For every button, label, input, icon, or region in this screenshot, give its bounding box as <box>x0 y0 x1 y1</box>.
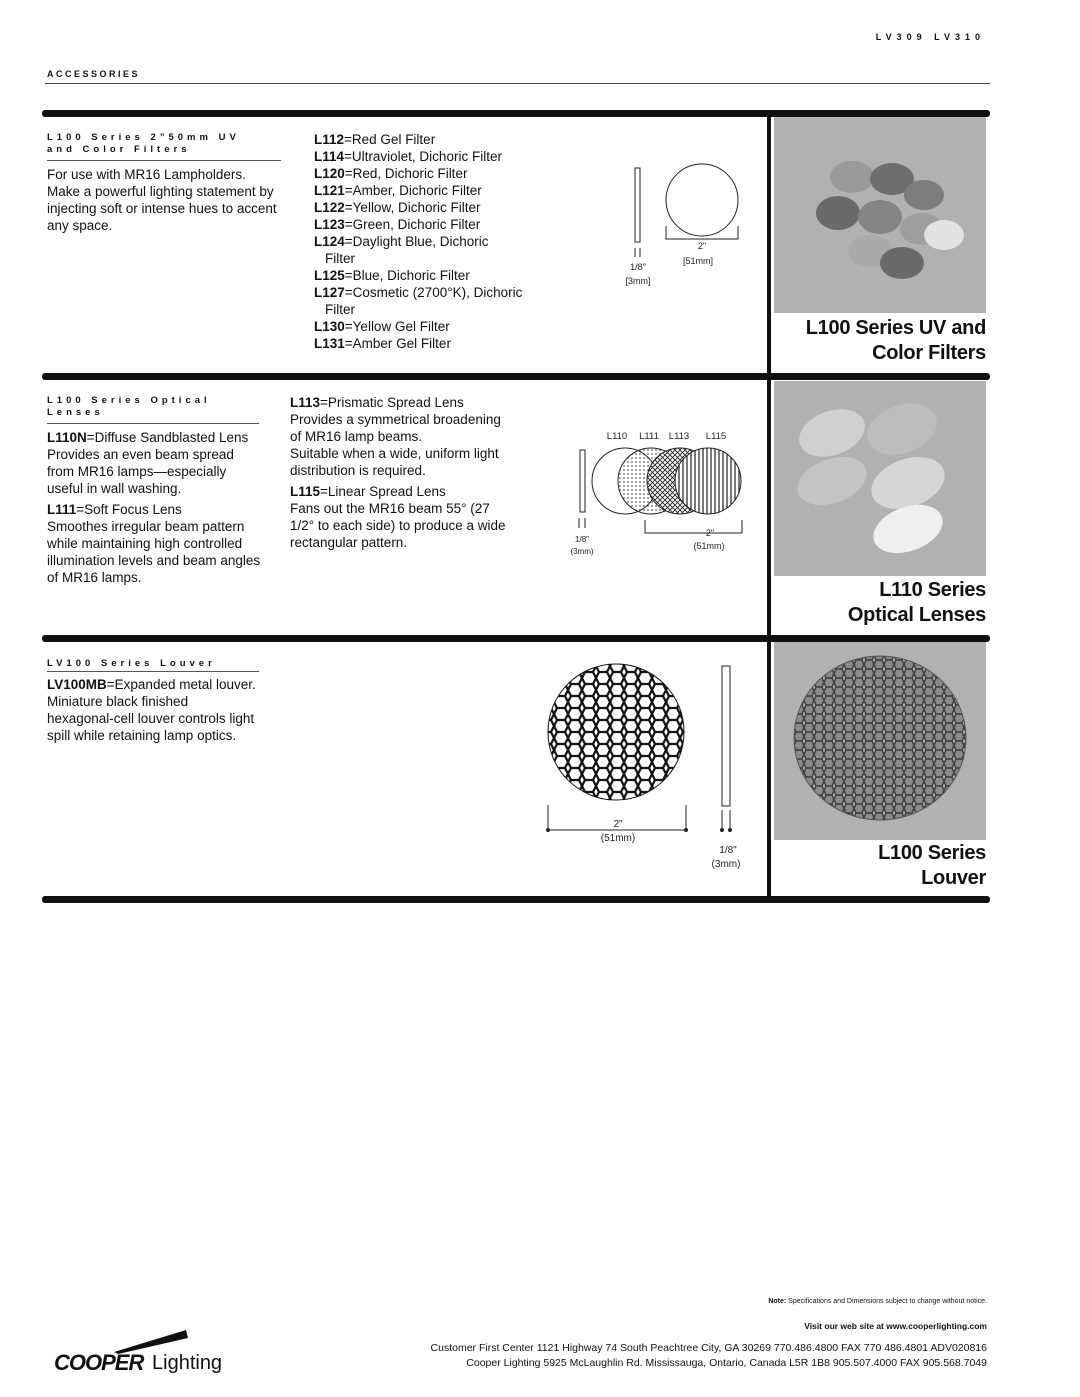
filters-description: For use with MR16 Lampholders. Make a powerful lighting statement by injecting soft or intense hues to accent any space. <box>47 167 277 233</box>
logo-word-lighting: Lighting <box>152 1352 223 1374</box>
louver-diameter-mm: (51mm) <box>600 833 636 844</box>
list-item: L122=Yellow, Dichoric Filter <box>314 200 481 215</box>
louver-diameter-label: 2" <box>613 819 623 830</box>
logo-word-cooper: COOPER <box>54 1350 144 1375</box>
louver-section-title: LV100 Series Louver <box>47 658 216 669</box>
filters-title-underline <box>47 160 281 161</box>
lenses-left-column <box>47 429 262 586</box>
lens-label-l111: L111 <box>639 431 659 442</box>
l113-text: Provides a symmetrical broadening of MR16 lamp beams. <box>290 412 501 444</box>
list-item: L114=Ultraviolet, Dichoric Filter <box>314 149 502 164</box>
lens-label-l115: L115 <box>705 431 727 442</box>
l110n-text: Provides an even beam spread from MR16 lamps—especially useful in wall washing. <box>47 447 234 496</box>
lens-diameter-mm: (51mm) <box>693 541 725 551</box>
footer-address <box>327 1341 987 1371</box>
filters-title-line1: L100 Series 2”50mm UV <box>47 132 240 143</box>
filters-heading-line1: L100 Series UV and <box>805 317 986 339</box>
louver-heading <box>774 841 986 891</box>
louver-dimension-drawing <box>540 660 750 845</box>
lenses-middle-column <box>290 394 506 551</box>
louver-title-underline <box>47 671 259 672</box>
lenses-title-underline <box>47 423 259 424</box>
filters-title-line2: and Color Filters <box>47 144 191 155</box>
optical-lenses-photo <box>774 381 986 576</box>
optical-lens-discs <box>774 381 986 576</box>
filter-diameter-label: 2" <box>697 241 707 251</box>
model-code: LV309 LV310 <box>875 32 985 42</box>
section-label: ACCESSORIES <box>47 69 141 79</box>
color-filters-photo <box>774 117 986 313</box>
lens-label-l113: L113 <box>668 431 690 442</box>
lenses-section-title <box>47 395 279 419</box>
list-item: L124=Daylight Blue, Dichoric <box>314 234 489 249</box>
louver-top-rule <box>42 635 990 642</box>
list-item: L125=Blue, Dichoric Filter <box>314 268 470 283</box>
header-rule <box>45 83 990 84</box>
louver-heading-line2: Louver <box>921 867 986 889</box>
filter-thickness-mm: [3mm] <box>625 276 651 286</box>
list-item: L112=Red Gel Filter <box>314 132 436 147</box>
lens-thickness-mm: (3mm) <box>570 547 594 556</box>
list-item: L120=Red, Dichoric Filter <box>314 166 468 181</box>
footer-note: Note: Specifications and Dimensions subject to change without notice. <box>768 1298 987 1305</box>
color-filter-discs <box>774 117 986 313</box>
lenses-heading-line1: L110 Series <box>879 579 986 601</box>
l110n-item: L110N=Diffuse Sandblasted Lens <box>47 430 249 445</box>
list-item: L131=Amber Gel Filter <box>314 336 451 351</box>
column-divider <box>767 113 771 902</box>
list-item: L121=Amber, Dichoric Filter <box>314 183 482 198</box>
lenses-title-line2: Lenses <box>47 407 104 418</box>
footer-address-line1: Customer First Center 1121 Highway 74 South Peachtree City, GA 30269 770.486.4800 FAX 770 486.4801 ADV020816 <box>430 1342 987 1354</box>
filters-top-rule <box>42 110 990 117</box>
lenses-heading-line2: Optical Lenses <box>847 604 986 626</box>
louver-thickness-mm: (3mm) <box>711 859 741 870</box>
louver-disc <box>774 642 986 840</box>
lenses-heading <box>774 578 986 628</box>
louver-heading-line1: L100 Series <box>878 842 986 864</box>
filters-heading-line2: Color Filters <box>872 342 986 364</box>
list-item-continued: Filter <box>325 251 355 266</box>
louver-photo <box>774 642 986 840</box>
l113-text2: Suitable when a wide, uniform light distribution is required. <box>290 446 499 478</box>
list-item: L123=Green, Dichoric Filter <box>314 217 481 232</box>
lv100mb-item: LV100MB=Expanded metal louver. <box>47 677 256 692</box>
cooper-lighting-logo <box>54 1328 244 1378</box>
filters-section-title <box>47 132 279 156</box>
lens-label-l110: L110 <box>606 431 628 442</box>
filters-item-list <box>314 131 614 352</box>
list-item: L127=Cosmetic (2700°K), Dichoric <box>314 285 523 300</box>
lens-thickness-label: 1/8" <box>575 535 589 544</box>
l115-item: L115=Linear Spread Lens <box>290 484 446 499</box>
footer-address-line2: Cooper Lighting 5925 McLaughlin Rd. Mississauga, Ontario, Canada L5R 1B8 905.507.4000 FAX 905.568.7049 <box>466 1357 987 1369</box>
lenses-title-line1: L100 Series Optical <box>47 395 211 406</box>
l115-text: Fans out the MR16 beam 55° (27 1/2° to each side) to produce a wide rectangular pattern. <box>290 501 506 550</box>
lv100mb-text: Miniature black finished hexagonal-cell louver controls light spill while retaining lamp optics. <box>47 694 255 743</box>
l113-item: L113=Prismatic Spread Lens <box>290 395 464 410</box>
lens-diameter-label: 2" <box>705 528 715 538</box>
filter-thickness-label: 1/8" <box>630 262 646 272</box>
lenses-top-rule <box>42 373 990 380</box>
louver-thickness-label: 1/8" <box>719 845 737 856</box>
list-item-continued: Filter <box>325 302 355 317</box>
louver-bottom-rule <box>42 896 990 903</box>
footer-website: Visit our web site at www.cooperlighting.com <box>804 1321 987 1331</box>
filters-heading <box>774 316 986 366</box>
list-item: L130=Yellow Gel Filter <box>314 319 450 334</box>
louver-description <box>47 676 257 744</box>
l111-item: L111=Soft Focus Lens <box>47 502 182 517</box>
filter-diameter-mm: [51mm] <box>682 256 713 266</box>
l111-text: Smoothes irregular beam pattern while maintaining high controlled illumination levels and beam angles of MR16 lamps. <box>47 519 261 585</box>
